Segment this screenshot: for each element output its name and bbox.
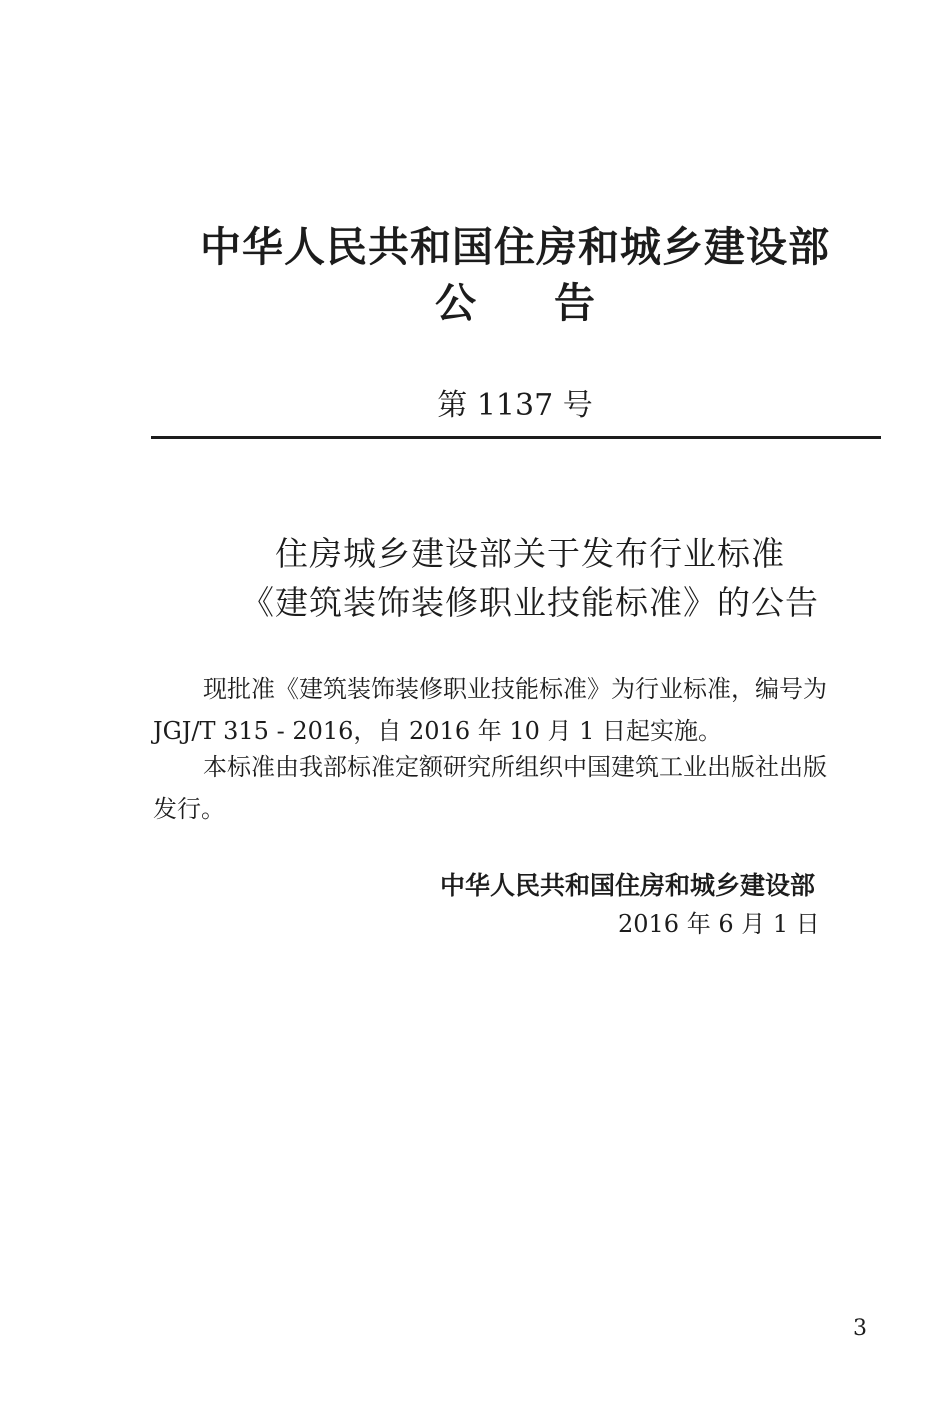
body-paragraph-1-line-2: JGJ/T 315 - 2016，自 2016 年 10 月 1 日起实施。 — [153, 717, 723, 745]
signature-date: 2016 年 6 月 1 日 — [618, 910, 820, 938]
notice-number: 第 1137 号 — [437, 388, 593, 423]
body-paragraph-1-line-1: 现批准《建筑装饰装修职业技能标准》为行业标准，编号为 — [203, 675, 827, 703]
header-divider — [151, 436, 881, 439]
notice-title-line-1: 住房城乡建设部关于发布行业标准 — [275, 534, 785, 573]
issuer-heading: 中华人民共和国住房和城乡建设部 — [200, 223, 830, 271]
body-paragraph-2-line-2: 发行。 — [153, 795, 225, 823]
body-paragraph-2-line-1: 本标准由我部标准定额研究所组织中国建筑工业出版社出版 — [203, 753, 827, 781]
signer-name: 中华人民共和国住房和城乡建设部 — [440, 871, 816, 900]
document-type-heading: 公告 — [435, 279, 673, 327]
notice-title-line-2: 《建筑装饰装修职业技能标准》的公告 — [241, 583, 819, 622]
page-number: 3 — [853, 1316, 867, 1341]
